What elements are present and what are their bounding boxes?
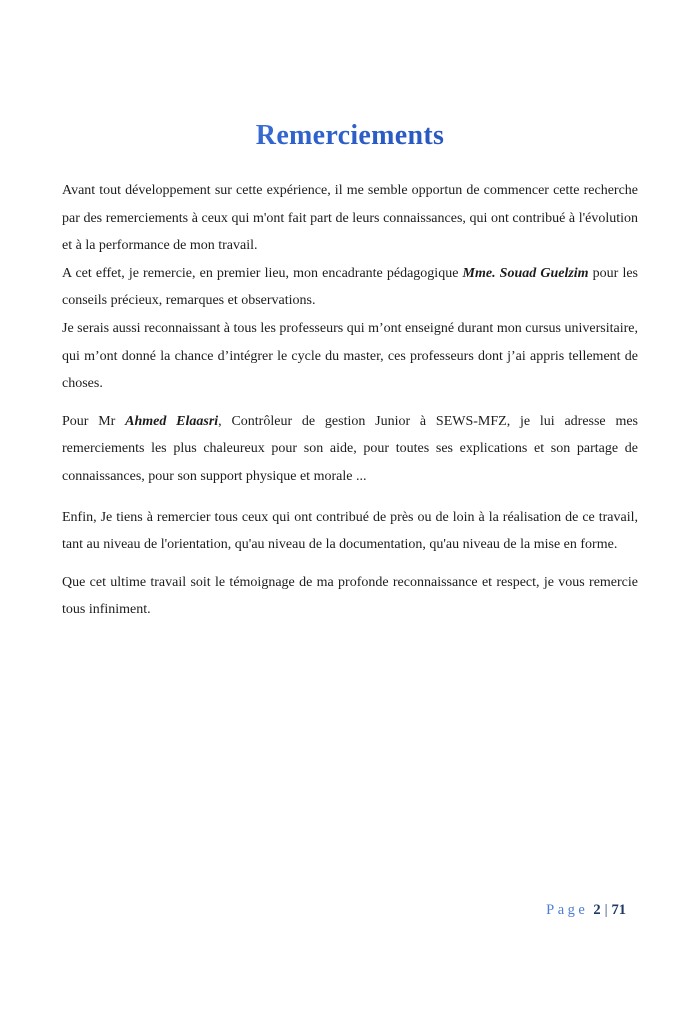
footer-page-number: 2: [593, 902, 601, 918]
emphasized-text-run: Ahmed Elaasri: [125, 413, 219, 429]
document-body: [62, 177, 638, 624]
footer-page-separator: |: [604, 902, 608, 918]
text-run: Pour Mr: [62, 413, 126, 429]
paragraph-encadrante: [62, 260, 638, 315]
footer-page-label: Page: [546, 902, 589, 918]
text-run: Enfin, Je tiens à remercier tous ceux qui ont contribué de près ou de loin à la réalisation de ce travail, tant au niveau de l'orientation, qu'au niveau de la documentation, qu'au niveau de la mise en forme.: [62, 509, 638, 553]
text-run: A cet effet, je remercie, en premier lieu, mon encadrante pédagogique: [62, 265, 463, 281]
paragraph-controleur: [62, 408, 638, 491]
footer-page-total: 71: [611, 902, 626, 918]
text-run: , Contrôleur de gestion Junior à SEWS-MFZ, je lui adresse mes remerciements les plus chaleureux pour son aide, pour toutes ses explications et son partage de connaissances, pour son support physique et morale ...: [62, 413, 638, 484]
paragraph-enfin: [62, 504, 638, 559]
paragraph-professeurs: [62, 315, 638, 398]
emphasized-text-run: Mme. Souad Guelzim: [462, 265, 589, 281]
text-run: Que cet ultime travail soit le témoignage de ma profonde reconnaissance et respect, je vous remercie tous infiniment.: [62, 574, 638, 618]
text-run: Avant tout développement sur cette expérience, il me semble opportun de commencer cette recherche par des remerciements à ceux qui m'ont fait part de leurs connaissances, qui ont contribué à l'évolution et à la performance de mon travail.: [62, 183, 638, 254]
text-run: pour les conseils précieux, remarques et observations.: [62, 265, 638, 309]
page-footer: [546, 901, 626, 919]
paragraph-conclusion: [62, 569, 638, 624]
paragraph-intro: [62, 177, 638, 260]
text-run: Je serais aussi reconnaissant à tous les professeurs qui m’ont enseigné durant mon cursus universitaire, qui m’ont donné la chance d’intégrer le cycle du master, ces professeurs dont j’ai appris tellement de choses.: [62, 320, 638, 392]
page-title: Remerciements: [0, 120, 700, 152]
